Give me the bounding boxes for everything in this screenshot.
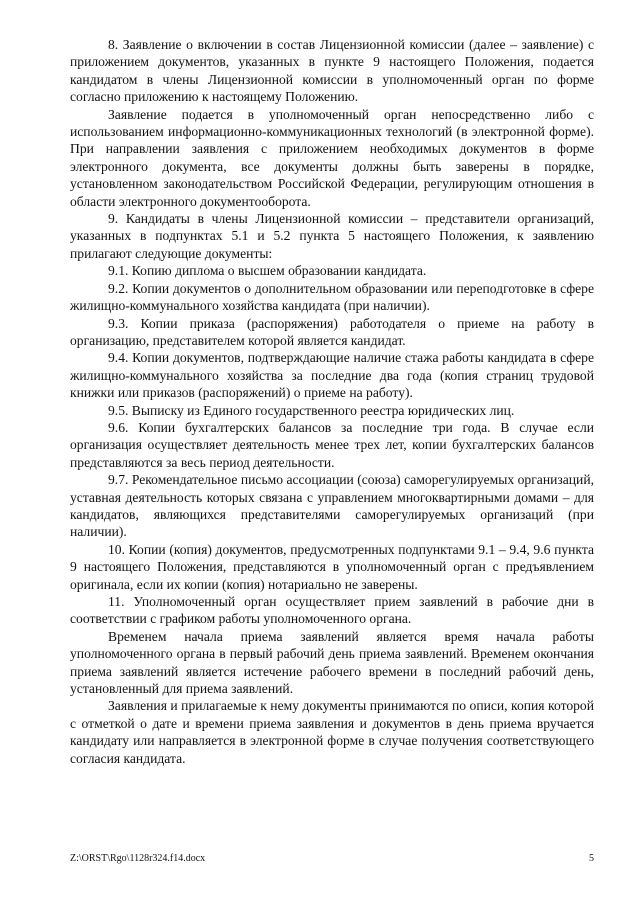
paragraph-9-1: 9.1. Копию диплома о высшем образовании кандидата.: [108, 263, 427, 279]
file-path: Z:\ORST\Rgo\1128r324.f14.docx: [70, 853, 206, 864]
paragraph-8-submission: Заявление подается в уполномоченный орган непосредственно либо с использованием информационно-коммуникационных технологий (в электронной форме). При направлении заявления с приложением необходимых документов в форме электронного документа, все документы должны быть заверены в порядке, установленном законодательством Российской Федерации, регулирующим отношения в области электронного документооборота.: [70, 106, 594, 209]
paragraph-9-4: 9.4. Копии документов, подтверждающие наличие стажа работы кандидата в сфере жилищно-коммунального хозяйства за последние два года (копия страниц трудовой книжки или приказов (распоряжений) о приеме на работу).: [70, 350, 594, 401]
paragraph-11: 11. Уполномоченный орган осуществляет прием заявлений в рабочие дни в соответствии с графиком работы уполномоченного органа.: [70, 594, 594, 627]
paragraph-11-inventory: Заявления и прилагаемые к нему документы принимаются по описи, копия которой с отметкой о дате и времени приема заявления и документов в день приема вручается кандидату или направляется в электронной форме в случае получения соответствующего согласия кандидата.: [70, 698, 594, 766]
page-number: 5: [589, 853, 594, 864]
paragraph-9-5: 9.5. Выписку из Единого государственного реестра юридических лиц.: [108, 402, 515, 418]
paragraph-9-6: 9.6. Копии бухгалтерских балансов за последние три года. В случае если организация осуществляет деятельность менее трех лет, копии бухгалтерских балансов представляются за весь период деятельности.: [70, 419, 594, 470]
paragraph-8: 8. Заявление о включении в состав Лицензионной комиссии (далее – заявление) с приложением документов, указанных в пункте 9 настоящего Положения, подается кандидатом в члены Лицензионной комиссии в уполномоченный орган по форме согласно приложению к настоящему Положению.: [70, 37, 594, 105]
paragraph-9-2: 9.2. Копии документов о дополнительном образовании или переподготовке в сфере жилищно-коммунального хозяйства кандидата (при наличии).: [70, 280, 594, 314]
paragraph-9-7: 9.7. Рекомендательное письмо ассоциации (союза) саморегулируемых организаций, уставная деятельность которых связана с управлением многоквартирными домами – для кандидатов, являющихся представителями саморегулируемых организаций (при наличии).: [70, 472, 594, 540]
paragraph-11-start-time: Временем начала приема заявлений является время начала работы уполномоченного органа в первый рабочий день приема заявлений. Временем окончания приема заявлений является истечение рабочего времени в последний рабочий день, установленный для приема заявлений.: [70, 628, 594, 697]
paragraph-9-3: 9.3. Копии приказа (распоряжения) работодателя о приеме на работу в организацию, представителем которой является кандидат.: [70, 315, 594, 348]
paragraph-10: 10. Копии (копия) документов, предусмотренных подпунктами 9.1 – 9.4, 9.6 пункта 9 настоящего Положения, представляются в уполномоченный орган с предъявлением оригинала, если их копии (копия) нотариально не заверены.: [70, 541, 594, 592]
paragraph-9: 9. Кандидаты в члены Лицензионной комиссии – представители организаций, указанных в подпунктах 5.1 и 5.2 пункта 5 настоящего Положения, к заявлению прилагают следующие документы:: [70, 211, 594, 261]
page-footer: [70, 853, 594, 864]
document-body: [70, 36, 594, 767]
